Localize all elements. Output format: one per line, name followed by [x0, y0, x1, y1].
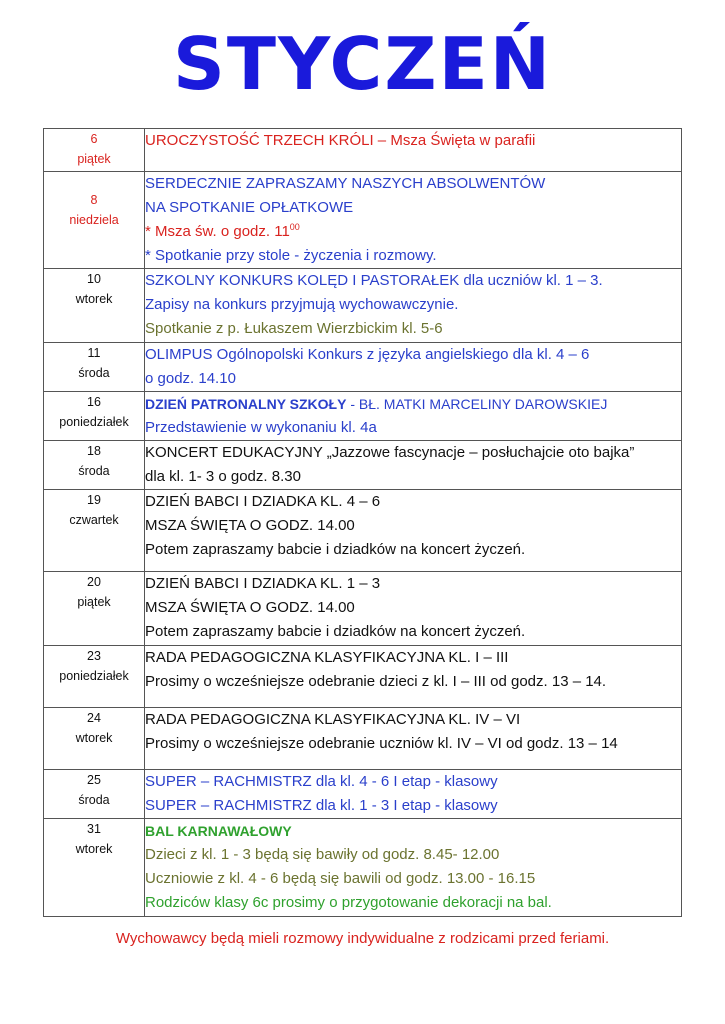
event-line: o godz. 14.10	[145, 370, 236, 387]
event-line	[145, 392, 681, 416]
table-row	[44, 646, 682, 708]
date-cell	[44, 172, 145, 269]
date-cell	[44, 572, 145, 646]
table-row	[44, 392, 682, 441]
event-line: Przedstawienie w wykonaniu kl. 4a	[145, 419, 377, 436]
table-row	[44, 572, 682, 646]
day-number: 23	[87, 649, 101, 663]
event-cell	[145, 172, 682, 269]
day-number: 24	[87, 711, 101, 725]
event-line: Potem zapraszamy babcie i dziadków na koncert życzeń.	[145, 623, 526, 640]
table-row	[44, 819, 682, 917]
table-row	[44, 770, 682, 819]
event-cell	[145, 392, 682, 441]
day-number: 31	[87, 822, 101, 836]
table-row	[44, 490, 682, 572]
event-cell	[145, 819, 682, 917]
day-name: czwartek	[69, 513, 119, 527]
table-row	[44, 708, 682, 770]
table-row	[44, 129, 682, 172]
event-line	[145, 220, 681, 244]
date-cell	[44, 770, 145, 819]
event-line: MSZA ŚWIĘTA O GODZ. 14.00	[145, 599, 355, 616]
event-line: SZKOLNY KONKURS KOLĘD I PASTORAŁEK dla uczniów kl. 1 – 3.	[145, 272, 603, 289]
day-name: środa	[78, 793, 110, 807]
event-line-text: * Msza św. o godz. 11	[145, 223, 290, 240]
event-cell	[145, 572, 682, 646]
table-row	[44, 172, 682, 269]
event-line: MSZA ŚWIĘTA O GODZ. 14.00	[145, 517, 355, 534]
day-number: 25	[87, 773, 101, 787]
day-name: środa	[78, 366, 110, 380]
day-name: poniedziałek	[59, 669, 129, 683]
day-number: 20	[87, 575, 101, 589]
day-name: piątek	[77, 152, 111, 166]
day-number: 6	[90, 132, 98, 146]
event-line: BAL KARNAWAŁOWY	[145, 823, 292, 839]
day-number: 19	[87, 493, 101, 507]
date-cell	[44, 343, 145, 392]
time-superscript: 00	[289, 222, 300, 232]
table-row	[44, 343, 682, 392]
event-line: KONCERT EDUKACYJNY „Jazzowe fascynacje – posłuchajcie oto bajka”	[145, 444, 635, 461]
event-line: RADA PEDAGOGICZNA KLASYFIKACYJNA KL. I – III	[145, 649, 509, 666]
day-name: poniedziałek	[59, 415, 129, 429]
page-title: STYCZEŃ	[172, 22, 553, 106]
event-line: Rodziców klasy 6c prosimy o przygotowanie dekoracji na bal.	[145, 894, 552, 911]
event-cell	[145, 441, 682, 490]
event-cell	[145, 269, 682, 343]
table-row	[44, 441, 682, 490]
day-number: 8	[90, 193, 98, 207]
event-line: NA SPOTKANIE OPŁATKOWE	[145, 199, 354, 216]
event-line: dla kl. 1- 3 o godz. 8.30	[145, 468, 301, 485]
day-number: 18	[87, 444, 101, 458]
event-line: * Spotkanie przy stole - życzenia i rozmowy.	[145, 247, 437, 264]
day-name: piątek	[77, 595, 111, 609]
event-cell	[145, 129, 682, 172]
event-cell	[145, 490, 682, 572]
event-line: SUPER – RACHMISTRZ dla kl. 4 - 6 I etap - klasowy	[145, 773, 498, 790]
event-line: OLIMPUS Ogólnopolski Konkurs z języka angielskiego dla kl. 4 – 6	[145, 346, 590, 363]
date-cell	[44, 392, 145, 441]
date-cell	[44, 819, 145, 917]
date-cell	[44, 708, 145, 770]
event-line: Prosimy o wcześniejsze odebranie uczniów kl. IV – VI od godz. 13 – 14	[145, 735, 618, 752]
day-number: 11	[87, 346, 101, 360]
date-cell	[44, 441, 145, 490]
date-cell	[44, 646, 145, 708]
event-line-text: - BŁ. MATKI MARCELINY DAROWSKIEJ	[346, 396, 608, 412]
event-line: Potem zapraszamy babcie i dziadków na koncert życzeń.	[145, 541, 526, 558]
event-line: DZIEŃ BABCI I DZIADKA KL. 4 – 6	[145, 493, 381, 510]
table-row	[44, 269, 682, 343]
event-cell	[145, 646, 682, 708]
event-cell	[145, 770, 682, 819]
date-cell	[44, 129, 145, 172]
day-number: 10	[87, 272, 101, 286]
footer-note: Wychowawcy będą mieli rozmowy indywidualne z rodzicami przed feriami.	[115, 930, 610, 947]
event-cell	[145, 708, 682, 770]
calendar-table	[43, 128, 682, 917]
event-line: Dzieci z kl. 1 - 3 będą się bawiły od godz. 8.45- 12.00	[145, 846, 500, 863]
day-name: wtorek	[75, 731, 113, 745]
event-line: UROCZYSTOŚĆ TRZECH KRÓLI – Msza Święta w parafii	[145, 132, 536, 149]
day-name: wtorek	[75, 842, 113, 856]
event-line: SERDECZNIE ZAPRASZAMY NASZYCH ABSOLWENTÓW	[145, 175, 546, 192]
event-cell	[145, 343, 682, 392]
day-name: środa	[78, 464, 110, 478]
event-line: Spotkanie z p. Łukaszem Wierzbickim kl. 5-6	[145, 320, 443, 337]
date-cell	[44, 269, 145, 343]
event-line: SUPER – RACHMISTRZ dla kl. 1 - 3 I etap - klasowy	[145, 797, 498, 814]
day-number: 16	[87, 395, 101, 409]
event-line: Zapisy na konkurs przyjmują wychowawczynie.	[145, 296, 459, 313]
event-line: RADA PEDAGOGICZNA KLASYFIKACYJNA KL. IV – VI	[145, 711, 521, 728]
event-line: Prosimy o wcześniejsze odebranie dzieci z kl. I – III od godz. 13 – 14.	[145, 673, 607, 690]
event-title-bold: DZIEŃ PATRONALNY SZKOŁY	[145, 396, 347, 412]
day-name: wtorek	[75, 292, 113, 306]
event-line: Uczniowie z kl. 4 - 6 będą się bawili od godz. 13.00 - 16.15	[145, 870, 536, 887]
event-line: DZIEŃ BABCI I DZIADKA KL. 1 – 3	[145, 575, 381, 592]
day-name: niedziela	[69, 213, 119, 227]
date-cell	[44, 490, 145, 572]
